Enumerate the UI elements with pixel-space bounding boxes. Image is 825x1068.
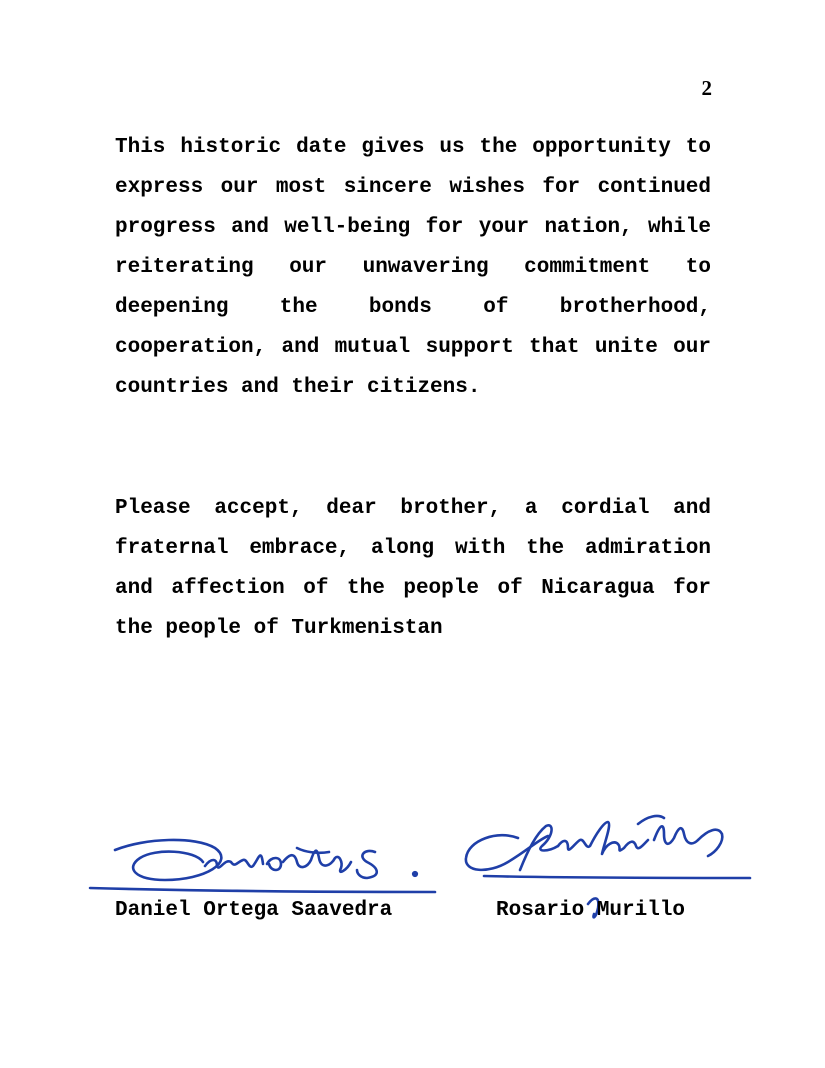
body-paragraph-1: This historic date gives us the opportunity to express our most sincere wishes for continued progress and well-being for your nation, while reiterating our unwavering commitment to deepening the bonds of brotherhood, cooperation, and mutual support that unite our countries and their citizens. [115,136,711,399]
signature-ortega [85,818,445,898]
body-paragraph-2: Please accept, dear brother, a cordial and fraternal embrace, along with the admiration and affection of the people of Nicaragua for the people of Turkmenistan [115,497,711,640]
signer-name-ortega: Daniel Ortega Saavedra [115,899,393,922]
signer-name-murillo: Rosario Murillo [496,899,686,922]
page-number: 2 [701,76,712,100]
